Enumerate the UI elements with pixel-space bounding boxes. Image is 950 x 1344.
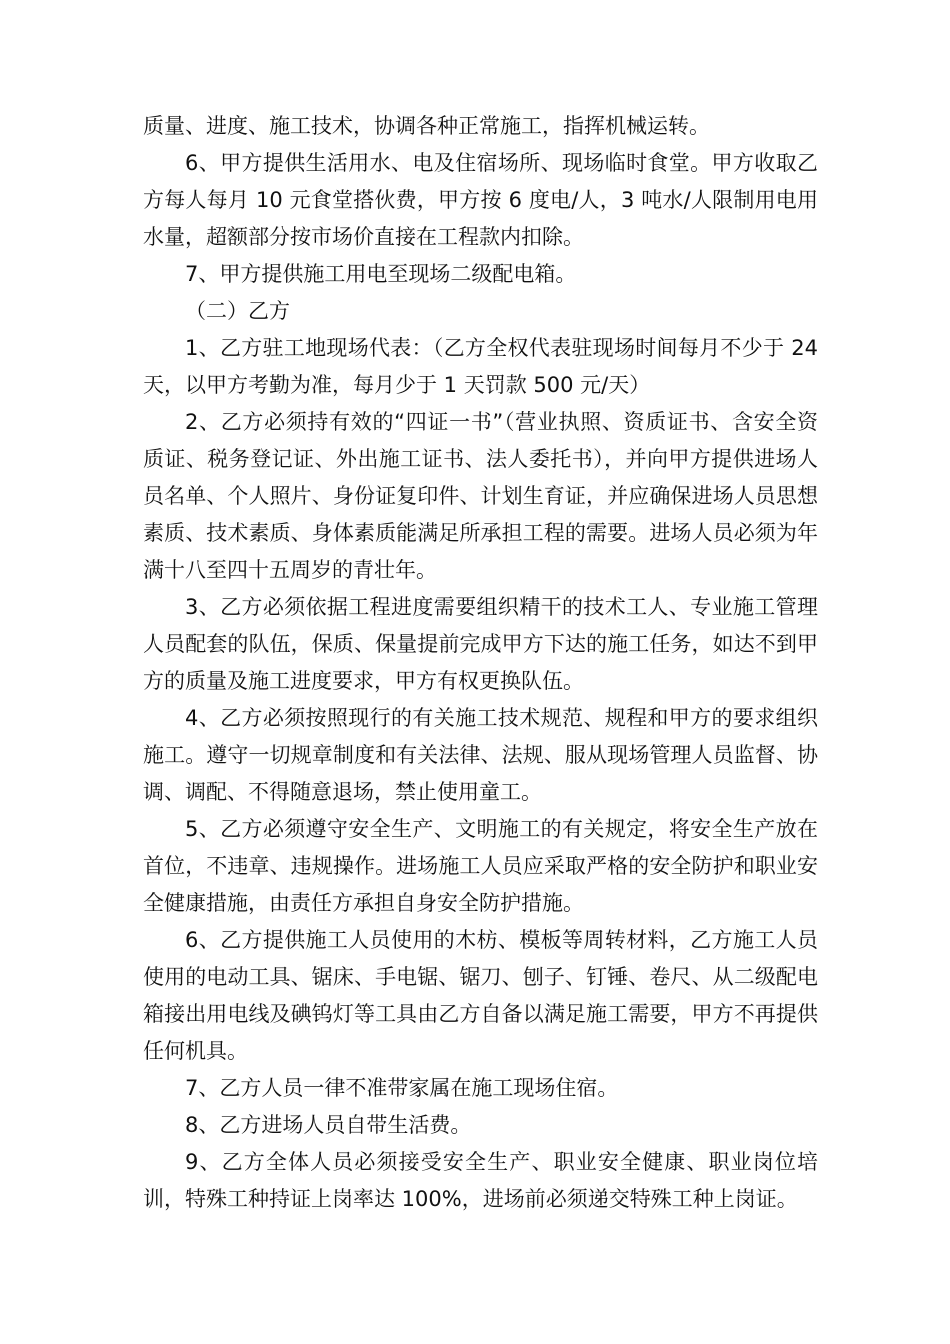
paragraph-party-b-item-4: 4、乙方必须按照现行的有关施工技术规范、规程和甲方的要求组织施工。遵守一切规章制度和有关法律、法规、服从现场管理人员监督、协调、调配、不得随意退场，禁止使用童工。 bbox=[143, 706, 818, 804]
paragraph-party-b-item-9: 9、乙方全体人员必须接受安全生产、职业安全健康、职业岗位培训，特殊工种持证上岗率达 100%，进场前必须递交特殊工种上岗证。 bbox=[143, 1150, 818, 1211]
paragraph-continuation: 质量、进度、施工技术，协调各种正常施工，指挥机械运转。 bbox=[143, 114, 710, 138]
document-body bbox=[143, 108, 818, 1218]
paragraph-party-b-item-7: 7、乙方人员一律不准带家属在施工现场住宿。 bbox=[185, 1076, 619, 1100]
paragraph-party-a-item-7: 7、甲方提供施工用电至现场二级配电箱。 bbox=[185, 262, 577, 286]
section-heading-party-b: （二）乙方 bbox=[185, 299, 290, 323]
paragraph-party-b-item-3: 3、乙方必须依据工程进度需要组织精干的技术工人、专业施工管理人员配套的队伍，保质、保量提前完成甲方下达的施工任务，如达不到甲方的质量及施工进度要求，甲方有权更换队伍。 bbox=[143, 595, 818, 693]
paragraph-party-b-item-1: 1、乙方驻工地现场代表：（乙方全权代表驻现场时间每月不少于 24 天，以甲方考勤为准，每月少于 1 天罚款 500 元/天） bbox=[143, 336, 818, 397]
paragraph-party-a-item-6: 6、甲方提供生活用水、电及住宿场所、现场临时食堂。甲方收取乙方每人每月 10 元食堂搭伙费，甲方按 6 度电/人，3 吨水/人限制用电用水量，超额部分按市场价直接在工程款内扣除。 bbox=[143, 151, 818, 249]
paragraph-party-b-item-5: 5、乙方必须遵守安全生产、文明施工的有关规定，将安全生产放在首位，不违章、违规操作。进场施工人员应采取严格的安全防护和职业安全健康措施，由责任方承担自身安全防护措施。 bbox=[143, 817, 818, 915]
paragraph-party-b-item-2: 2、乙方必须持有效的“四证一书”（营业执照、资质证书、含安全资质证、税务登记证、外出施工证书、法人委托书），并向甲方提供进场人员名单、个人照片、身份证复印件、计划生育证，并应确保进场人员思想素质、技术素质、身体素质能满足所承担工程的需要。进场人员必须为年满十八至四十五周岁的青壮年。 bbox=[143, 410, 818, 582]
paragraph-party-b-item-8: 8、乙方进场人员自带生活费。 bbox=[185, 1113, 472, 1137]
paragraph-party-b-item-6: 6、乙方提供施工人员使用的木枋、模板等周转材料，乙方施工人员使用的电动工具、锯床、手电锯、锯刀、刨子、钉锤、卷尺、从二级配电箱接出用电线及碘钨灯等工具由乙方自备以满足施工需要，甲方不再提供任何机具。 bbox=[143, 928, 818, 1063]
